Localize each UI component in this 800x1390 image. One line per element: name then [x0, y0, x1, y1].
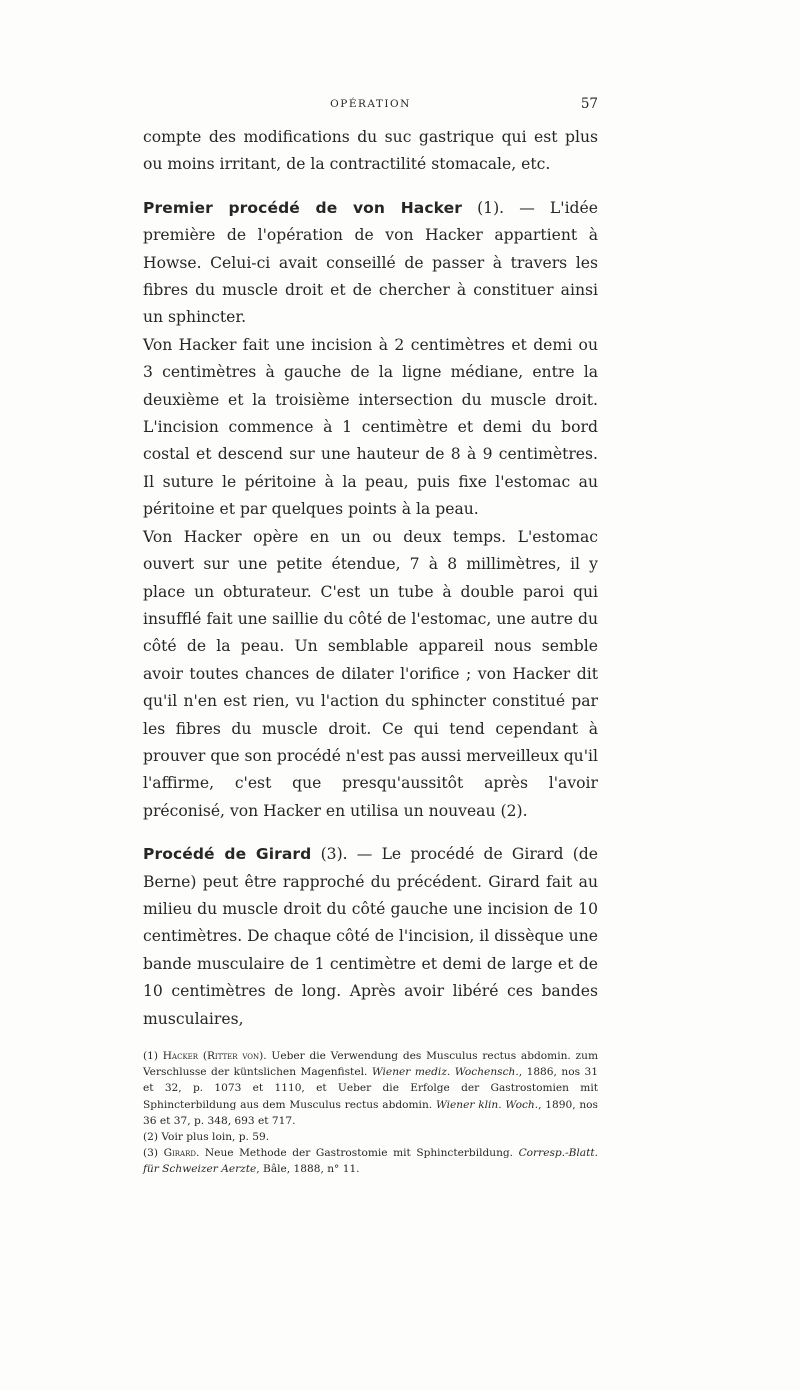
footnote-1: [143, 1048, 598, 1129]
footnote-journal: Corresp.-Blatt. für Schweizer Aerzte: [143, 1147, 598, 1176]
section2-paragraph: [143, 841, 598, 1033]
section-gap: [143, 179, 598, 195]
footnote-rest-2: , 1890, nos 36 et 37, p. 348, 693 et 717.: [143, 1098, 598, 1127]
running-head: OPÉRATION: [330, 98, 411, 110]
page-header: [143, 98, 598, 120]
footnote-author: Girard.: [163, 1147, 200, 1160]
section-gap: [143, 825, 598, 841]
footnote-text: Neue Methode der Gastrostomie mit Sphincterbildung.: [199, 1147, 519, 1160]
footnote-mark: (2): [143, 1131, 159, 1144]
section1-intro: — L'idée première de l'opération de von Hacker appartient à Howse. Celui-ci avait conseillé de passer à travers les fibres du muscle droit et de chercher à constituer ainsi un sphincter.: [143, 198, 598, 327]
footnote-rest: , 1886, nos 31 et 32, p. 1073 et 1110, et Ueber die Erfolge der Gastrostomien mit Sphincterbildung aus dem Musculus rectus abdomin.: [143, 1066, 598, 1111]
section1-paragraph-3: Von Hacker opère en un ou deux temps. L'estomac ouvert sur une petite étendue, 7 à 8 millimètres, il y place un obturateur. C'est un tube à double paroi qui insufflé fait une saillie du côté de l'estomac, une autre du côté de la peau. Un semblable appareil nous semble avoir toutes chances de dilater l'orifice ; von Hacker dit qu'il n'en est rien, vu l'action du sphincter constitué par les fibres du muscle droit. Ce qui tend cependant à prouver que son procédé n'est pas aussi merveilleux qu'il l'affirme, c'est que presqu'aussitôt après l'avoir préconisé, von Hacker en utilisa un nouveau (2).: [143, 527, 598, 820]
footnote-journal-2: Wiener klin. Woch.: [435, 1098, 539, 1111]
footnote-3: [143, 1145, 598, 1177]
footnote-2: [143, 1129, 598, 1145]
footnote-author: Hacker (Ritter von).: [162, 1050, 267, 1062]
continuation-paragraph: compte des modifications du suc gastrique qui est plus ou moins irritant, de la contractilité stomacale, etc.: [143, 128, 598, 174]
footnote-text: Voir plus loin, p. 59.: [158, 1131, 270, 1144]
page-number: 57: [580, 96, 598, 112]
main-text: [143, 124, 598, 1033]
section1-paragraph: [143, 195, 598, 332]
footnote-journal: Wiener mediz. Wochensch.: [371, 1066, 519, 1079]
section2-text: — Le procédé de Girard (de Berne) peut être rapproché du précédent. Girard fait au milieu du muscle droit du côté gauche une incision de 10 centimètres. De chaque côté de l'incision, il dissèque une bande musculaire de 1 centimètre et demi de large et de 10 centimètres de long. Après avoir libéré ces bandes musculaires,: [143, 845, 598, 1028]
footnote-rest: , Bâle, 1888, n° 11.: [256, 1163, 360, 1176]
section2-ref: (3).: [320, 845, 348, 864]
section2-title: Procédé de Girard: [143, 845, 312, 864]
footnote-text: Ueber die Verwendung des Musculus rectus abdomin. zum Verschlusse der küntslichen Magenfistel.: [143, 1050, 599, 1079]
footnote-mark: (3): [143, 1147, 159, 1160]
section1-ref: (1).: [477, 198, 505, 217]
section1-title: Premier procédé de von Hacker: [143, 198, 462, 217]
section1-paragraph-2: Von Hacker fait une incision à 2 centimètres et demi ou 3 centimètres à gauche de la ligne médiane, entre la deuxième et la troisième intersection du muscle droit. L'incision commence à 1 centimètre et demi du bord costal et descend sur une hauteur de 8 à 9 centimètres. Il suture le péritoine à la peau, puis fixe l'estomac au péritoine et par quelques points à la peau.: [143, 335, 598, 519]
footnotes: [143, 1048, 598, 1178]
footnote-mark: (1): [143, 1050, 159, 1062]
